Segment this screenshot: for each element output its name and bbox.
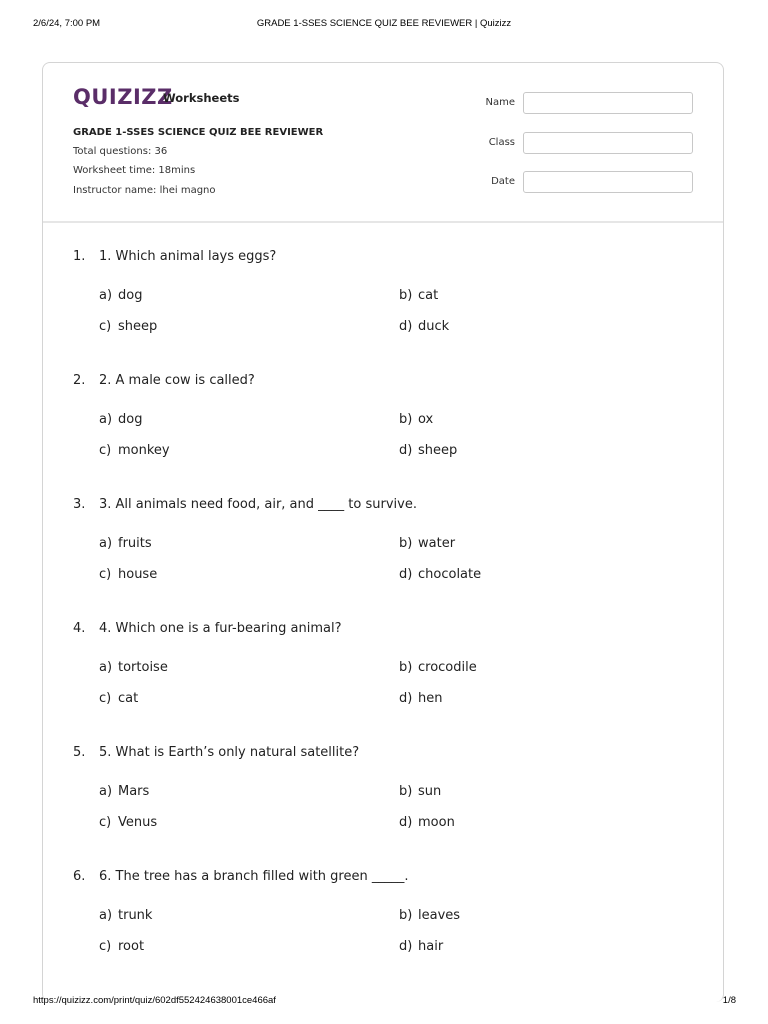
option: b) water bbox=[399, 536, 456, 551]
option: c) sheep bbox=[99, 319, 158, 334]
worksheet-header bbox=[43, 63, 723, 223]
worksheet-card bbox=[42, 62, 724, 1002]
total-questions: Total questions: 36 bbox=[73, 146, 168, 157]
option: c) house bbox=[99, 567, 158, 582]
option: c) monkey bbox=[99, 443, 170, 458]
option: d) chocolate bbox=[399, 567, 482, 582]
name-field[interactable] bbox=[523, 92, 693, 114]
worksheet-title: GRADE 1-SSES SCIENCE QUIZ BEE REVIEWER bbox=[73, 127, 324, 138]
instructor-name: Instructor name: lhei magno bbox=[73, 185, 216, 196]
option: b) ox bbox=[399, 412, 434, 427]
date-label: Date bbox=[491, 176, 515, 187]
option: d) hair bbox=[399, 939, 444, 954]
class-label: Class bbox=[488, 137, 515, 148]
question-number: 3. bbox=[73, 497, 86, 512]
date-field[interactable] bbox=[523, 171, 693, 193]
question-number: 5. bbox=[73, 745, 86, 760]
option: b) sun bbox=[399, 784, 442, 799]
question-text: 1. Which animal lays eggs? bbox=[99, 249, 277, 264]
option: b) crocodile bbox=[399, 660, 477, 675]
name-label: Name bbox=[485, 97, 515, 108]
question-text: 4. Which one is a fur-bearing animal? bbox=[99, 621, 342, 636]
question-text: 2. A male cow is called? bbox=[99, 373, 255, 388]
option: a) dog bbox=[99, 412, 143, 427]
quizizz-logo: QUIZIZZ bbox=[73, 85, 173, 109]
option: d) hen bbox=[399, 691, 443, 706]
logo-subtitle: Worksheets bbox=[163, 91, 240, 105]
option: c) cat bbox=[99, 691, 139, 706]
option: d) sheep bbox=[399, 443, 458, 458]
worksheet-time: Worksheet time: 18mins bbox=[73, 165, 196, 176]
option: a) Mars bbox=[99, 784, 150, 799]
option: a) trunk bbox=[99, 908, 153, 923]
option: c) Venus bbox=[99, 815, 158, 830]
option: b) leaves bbox=[399, 908, 461, 923]
print-page-title: GRADE 1-SSES SCIENCE QUIZ BEE REVIEWER | Quizizz bbox=[256, 18, 512, 29]
question-text: 5. What is Earth’s only natural satellite? bbox=[99, 745, 360, 760]
option: a) tortoise bbox=[99, 660, 168, 675]
question-number: 1. bbox=[73, 249, 86, 264]
option: d) duck bbox=[399, 319, 450, 334]
option: b) cat bbox=[399, 288, 439, 303]
print-url: https://quizizz.com/print/quiz/602df552424638001ce466af bbox=[33, 995, 276, 1006]
question-number: 6. bbox=[73, 869, 86, 884]
question-text: 3. All animals need food, air, and ____ to survive. bbox=[99, 497, 417, 512]
option: a) dog bbox=[99, 288, 143, 303]
class-field[interactable] bbox=[523, 132, 693, 154]
print-page-number: 1/8 bbox=[722, 995, 736, 1006]
option: a) fruits bbox=[99, 536, 152, 551]
option: c) root bbox=[99, 939, 145, 954]
option: d) moon bbox=[399, 815, 455, 830]
question-number: 2. bbox=[73, 373, 86, 388]
question-number: 4. bbox=[73, 621, 86, 636]
print-date: 2/6/24, 7:00 PM bbox=[33, 18, 101, 29]
question-text: 6. The tree has a branch filled with green _____. bbox=[99, 869, 409, 884]
